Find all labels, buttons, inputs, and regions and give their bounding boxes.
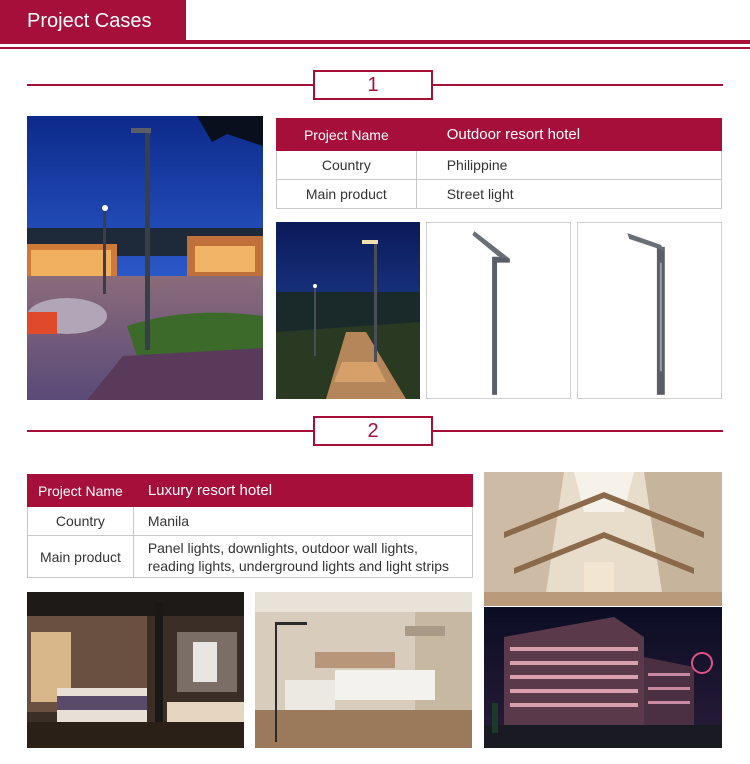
section-2-number: 2 bbox=[313, 416, 433, 446]
case1-street-light-product-1 bbox=[426, 222, 571, 399]
case2-info-table bbox=[27, 474, 473, 578]
section-1-line-left bbox=[27, 84, 313, 86]
main-product-label: Main product bbox=[28, 536, 134, 578]
case2-atrium-photo bbox=[484, 472, 722, 606]
case2-hotel-room-photo-1 bbox=[27, 592, 244, 748]
project-name-label: Project Name bbox=[277, 119, 417, 151]
table-row bbox=[28, 475, 473, 507]
main-product-value-line-2: reading lights, underground lights and light strips bbox=[147, 557, 449, 574]
main-product-value bbox=[133, 536, 472, 578]
table-row bbox=[28, 507, 473, 536]
section-2-line-right bbox=[432, 430, 723, 432]
section-2-line-left bbox=[27, 430, 313, 432]
table-row bbox=[277, 180, 722, 209]
country-label: Country bbox=[277, 151, 417, 180]
main-product-value-line-1: Panel lights, downlights, outdoor wall lights, bbox=[147, 539, 418, 556]
page-title: Project Cases bbox=[0, 0, 186, 40]
section-1-line-right bbox=[432, 84, 723, 86]
case2-hotel-exterior-photo bbox=[484, 607, 722, 748]
case1-main-photo bbox=[27, 116, 263, 400]
case1-street-light-product-2 bbox=[577, 222, 722, 399]
country-label: Country bbox=[28, 507, 134, 536]
case2-hotel-room-photo-2 bbox=[255, 592, 472, 748]
main-product-label: Main product bbox=[277, 180, 417, 209]
project-name-value: Outdoor resort hotel bbox=[416, 119, 721, 151]
country-value: Manila bbox=[133, 507, 472, 536]
table-row bbox=[28, 536, 473, 578]
project-name-value: Luxury resort hotel bbox=[133, 475, 472, 507]
header-rule-thin bbox=[0, 47, 750, 49]
section-1-number: 1 bbox=[313, 70, 433, 100]
header-rule-thick bbox=[0, 40, 750, 44]
case1-night-path-photo bbox=[276, 222, 420, 399]
country-value: Philippine bbox=[416, 151, 721, 180]
project-name-label: Project Name bbox=[28, 475, 134, 507]
main-product-value: Street light bbox=[416, 180, 721, 209]
case1-info-table bbox=[276, 118, 722, 209]
table-row bbox=[277, 119, 722, 151]
table-row bbox=[277, 151, 722, 180]
